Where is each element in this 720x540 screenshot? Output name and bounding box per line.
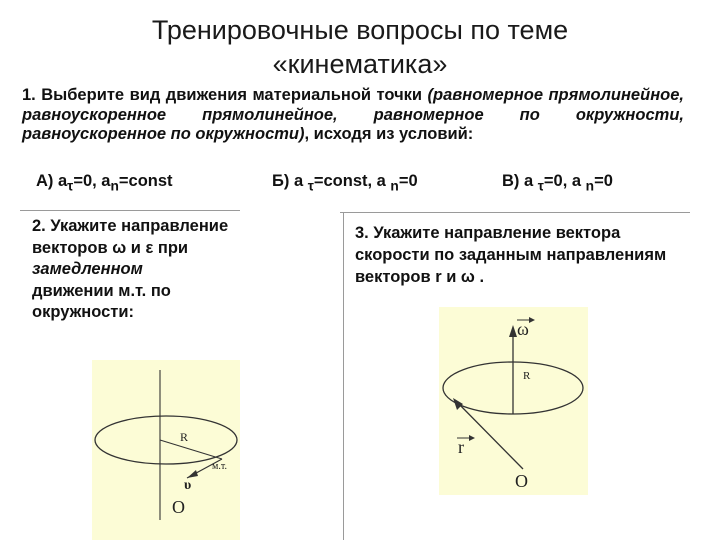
question-2-tail: движении м.т. по окружности: xyxy=(32,281,171,321)
option-a xyxy=(36,172,173,193)
question-3: 3. Укажите направление вектора скорости по заданным направлениям векторов r и ω . xyxy=(355,224,667,286)
question-1-motion-types: (равномерное прямолинейное, равноускоренное прямолинейное, равномерное по окружности, равноускоренное по окружности) xyxy=(22,86,684,143)
radius-label: R xyxy=(180,430,189,444)
question-2-text: 2. Укажите направление векторов ω и ε при xyxy=(32,217,229,257)
figure-vectors xyxy=(439,307,588,495)
omega-arrowhead xyxy=(509,325,517,337)
option-a-prefix: А) a xyxy=(36,172,68,190)
option-b-mid: =const, a xyxy=(313,172,391,190)
r-label-arrowhead xyxy=(469,435,475,441)
option-a-mid: =0, a xyxy=(73,172,111,190)
radius-line xyxy=(160,440,222,459)
option-a-sub-tau: τ xyxy=(67,178,74,194)
column-divider xyxy=(343,212,344,540)
slide-title-line-1: Тренировочные вопросы по теме xyxy=(151,15,569,45)
material-point-label: м.т. xyxy=(212,461,227,472)
option-c-sub-n: n xyxy=(585,178,595,194)
option-c-prefix: В) a xyxy=(502,172,538,190)
figure-vectors-drawing xyxy=(439,307,588,495)
velocity-label: υ xyxy=(184,478,192,493)
option-c-end: =0 xyxy=(594,172,613,190)
option-c xyxy=(502,172,613,193)
r-label: r xyxy=(458,437,464,457)
question-1-tail: , исходя из условий: xyxy=(304,125,474,143)
option-c-mid: =0, a xyxy=(543,172,586,190)
slide-title-line-2: «кинематика» xyxy=(272,49,448,79)
velocity-arrowhead xyxy=(187,470,198,478)
option-b-sub-n: n xyxy=(390,178,399,194)
option-a-end: =const xyxy=(118,172,173,190)
option-b-end: =0 xyxy=(398,172,418,190)
center-label: O xyxy=(172,497,185,517)
center-label: O xyxy=(515,471,528,491)
option-b-prefix: Б) a xyxy=(272,172,308,190)
divider-right xyxy=(340,212,690,213)
question-1 xyxy=(22,86,684,145)
option-c-sub-tau: τ xyxy=(537,178,544,194)
omega-label: ω xyxy=(517,319,529,339)
omega-label-arrowhead xyxy=(529,317,535,323)
radius-label: R xyxy=(523,370,531,382)
divider-left xyxy=(20,210,240,211)
question-2-italic: замедленном xyxy=(32,260,143,278)
figure-circular-motion xyxy=(92,360,240,540)
question-1-lead: 1. Выберите вид движения материальной точки xyxy=(22,86,428,104)
option-b-sub-tau: τ xyxy=(307,178,314,194)
question-2 xyxy=(32,216,252,324)
figure-circular-motion-drawing xyxy=(92,360,240,540)
option-b xyxy=(272,172,418,193)
option-a-sub-n: n xyxy=(110,178,119,194)
r-arrowhead xyxy=(453,398,463,410)
